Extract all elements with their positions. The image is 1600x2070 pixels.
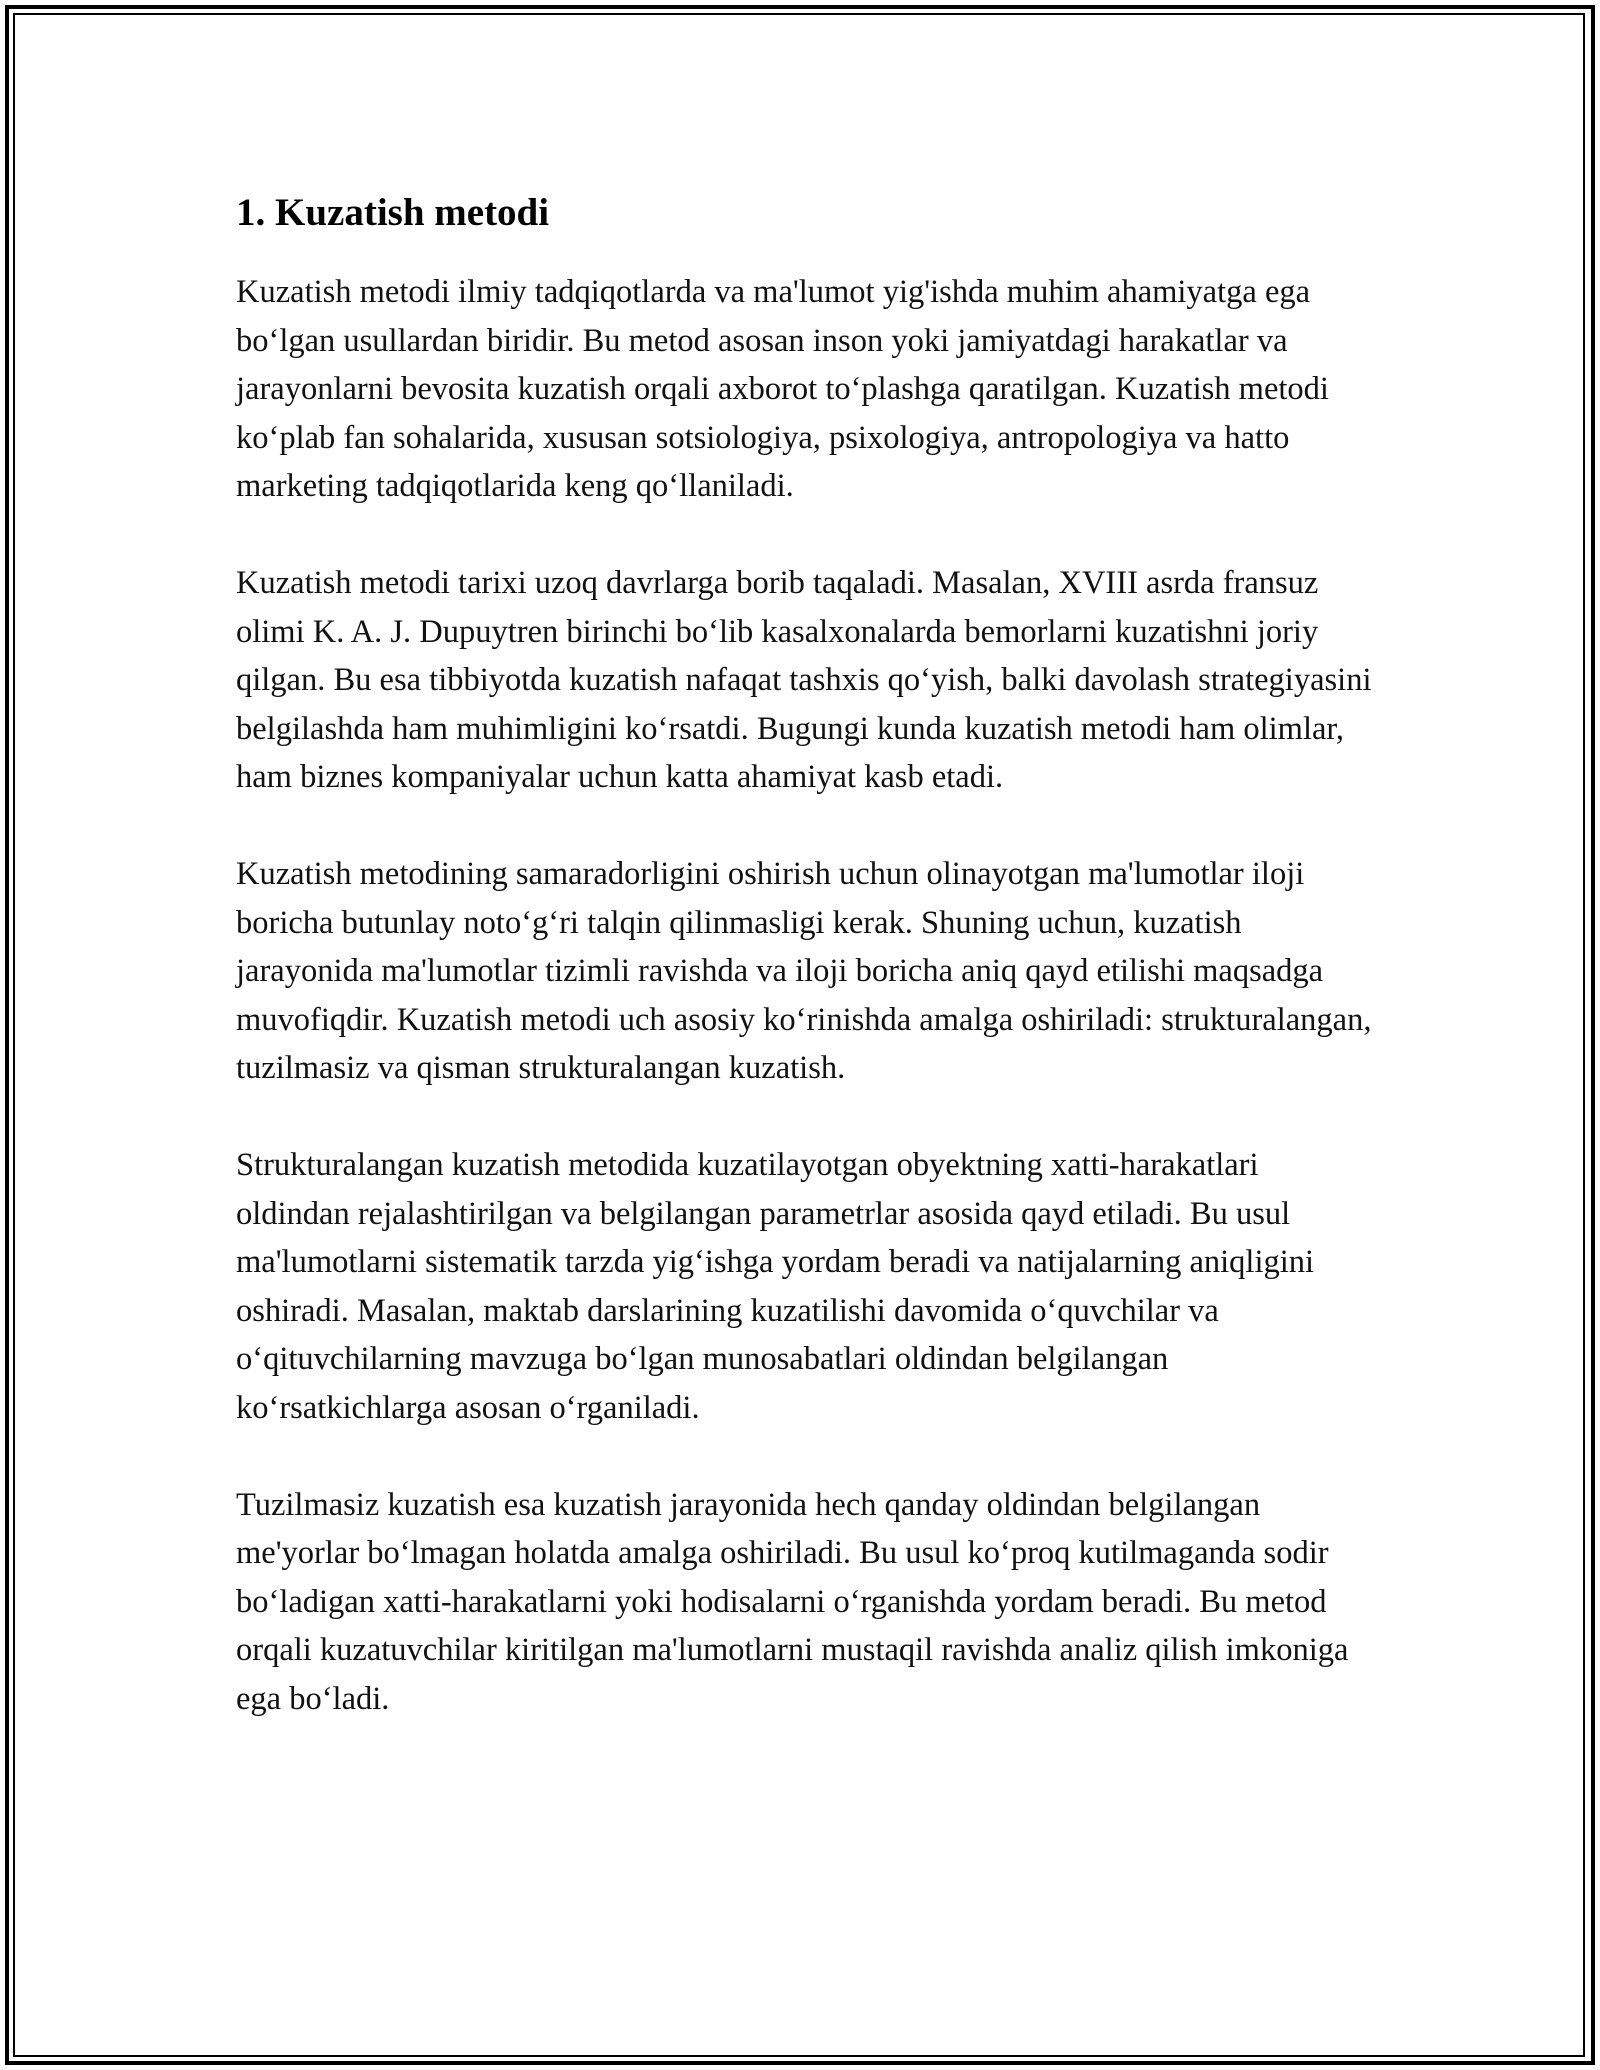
paragraph-history: Kuzatish metodi tarixi uzoq davrlarga borib taqaladi. Masalan, XVIII asrda fransuz olimi K. A. J. Dupuytren birinchi boʻlib kasalxonalarda bemorlarni kuzatishni joriy qilgan. Bu esa tibbiyotda kuzatish nafaqat tashxis qoʻyish, balki davolash strategiyasini belgilashda ham muhimligini koʻrsatdi. Bugungi kunda kuzatish metodi ham olimlar, ham biznes kompaniyalar uchun katta ahamiyat kasb etadi. bbox=[236, 565, 1372, 795]
document-body bbox=[236, 186, 1376, 1772]
paragraph-unstructured: Tuzilmasiz kuzatish esa kuzatish jarayonida hech qanday oldindan belgilangan me'yorlar boʻlmagan holatda amalga oshiriladi. Bu usul koʻproq kutilmaganda sodir boʻladigan xatti-harakatlarni yoki hodisalarni oʻrganishda yordam beradi. Bu metod orqali kuzatuvchilar kiritilgan ma'lumotlarni mustaqil ravishda analiz qilish imkoniga ega boʻladi. bbox=[236, 1486, 1349, 1717]
section-heading: 1. Kuzatish metodi bbox=[236, 191, 550, 234]
paragraph-intro: Kuzatish metodi ilmiy tadqiqotlarda va ma'lumot yig'ishda muhim ahamiyatga ega boʻlgan usullardan biridir. Bu metod asosan inson yoki jamiyatdagi harakatlar va jarayonlarni bevosita kuzatish orqali axborot toʻplashga qaratilgan. Kuzatish metodi koʻplab fan sohalarida, xususan sotsiologiya, psixologiya, antropologiya va hatto marketing tadqiqotlarida keng qoʻllaniladi. bbox=[236, 274, 1329, 504]
paragraph-effectiveness: Kuzatish metodining samaradorligini oshirish uchun olinayotgan ma'lumotlar iloji boricha butunlay notoʻgʻri talqin qilinmasligi kerak. Shuning uchun, kuzatish jarayonida ma'lumotlar tizimli ravishda va iloji boricha aniq qayd etilishi maqsadga muvofiqdir. Kuzatish metodi uch asosiy koʻrinishda amalga oshiriladi: strukturalangan, tuzilmasiz va qisman strukturalangan kuzatish. bbox=[236, 856, 1372, 1086]
paragraph-structured: Strukturalangan kuzatish metodida kuzatilayotgan obyektning xatti-harakatlari oldindan rejalashtirilgan va belgilangan parametrlar asosida qayd etiladi. Bu usul ma'lumotlarni sistematik tarzda yigʻishga yordam beradi va natijalarning aniqligini oshiradi. Masalan, maktab darslarining kuzatilishi davomida oʻquvchilar va oʻqituvchilarning mavzuga boʻlgan munosabatlari oldindan belgilangan koʻrsatkichlarga asosan oʻrganiladi. bbox=[236, 1147, 1315, 1426]
